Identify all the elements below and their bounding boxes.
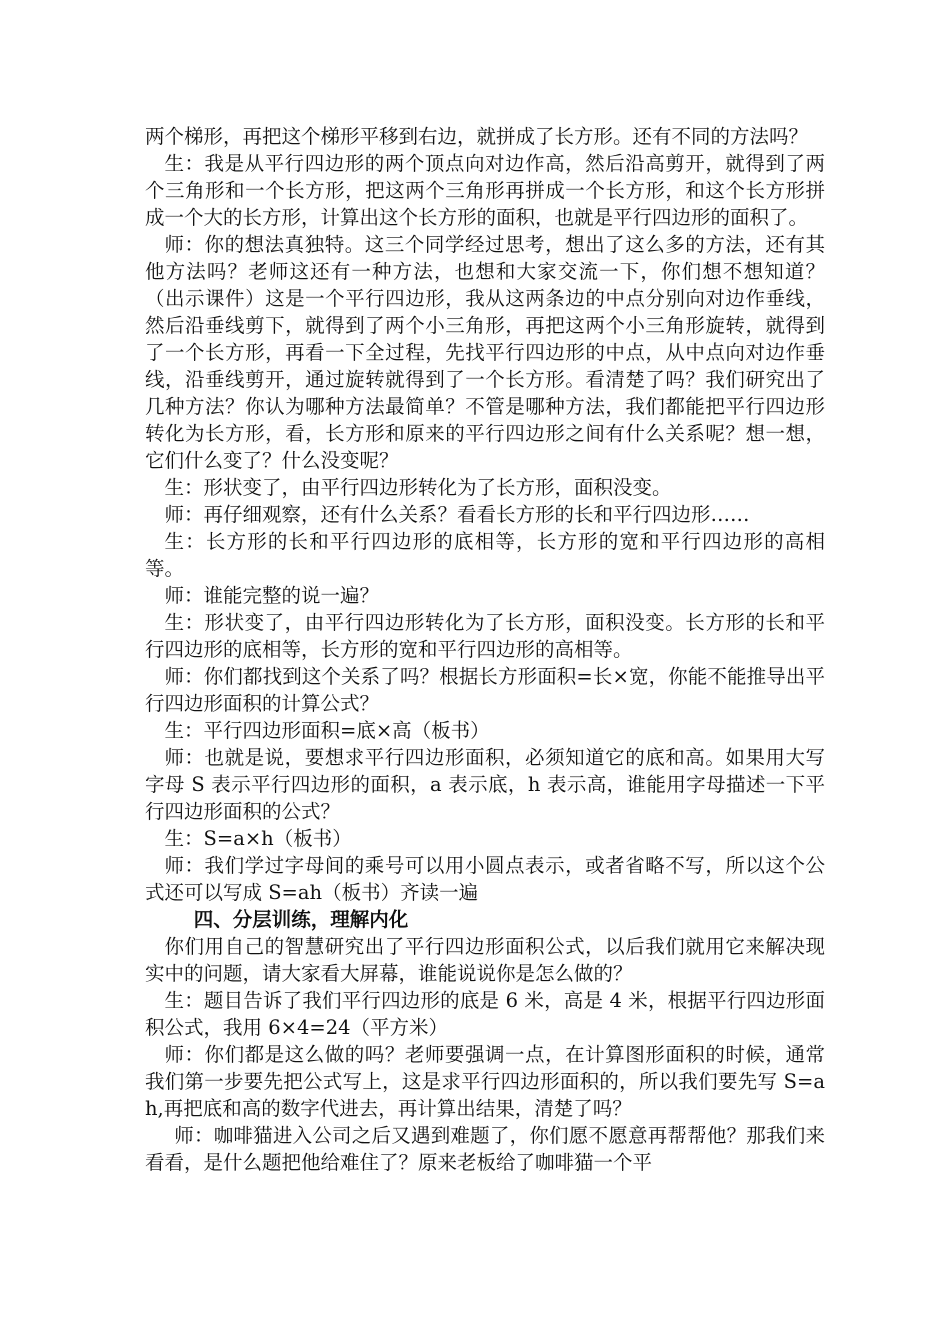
paragraph: 你们用自己的智慧研究出了平行四边形面积公式，以后我们就用它来解决现实中的问题，请大家看大屏幕，谁能说说你是怎么做的？: [145, 935, 825, 985]
paragraph: 两个梯形，再把这个梯形平移到右边，就拼成了长方形。还有不同的方法吗？: [145, 125, 809, 148]
paragraph: 师：再仔细观察，还有什么关系？看看长方形的长和平行四边形……: [164, 503, 750, 526]
paragraph: 生：我是从平行四边形的两个顶点向对边作高，然后沿高剪开，就得到了两个三角形和一个长方形，把这两个三角形再拼成一个长方形，和这个长方形拼成一个大的长方形，计算出这个长方形的面积，也就是平行四边形的面积了。: [145, 152, 825, 229]
paragraph: 生：形状变了，由平行四边形转化为了长方形，面积没变。长方形的长和平行四边形的底相等，长方形的宽和平行四边形的高相等。: [145, 611, 825, 661]
paragraph: 师：你们都是这么做的吗？老师要强调一点，在计算图形面积的时候，通常我们第一步要先把公式写上，这是求平行四边形面积的，所以我们要先写 S=ah,再把底和高的数字代进去，再计算出结果，清楚了吗？: [145, 1043, 825, 1120]
document-page: [145, 123, 825, 1176]
paragraph: 师：也就是说，要想求平行四边形面积，必须知道它的底和高。如果用大写字母 S 表示平行四边形的面积，a 表示底，h 表示高，谁能用字母描述一下平行四边形面积的公式？: [145, 746, 825, 823]
paragraph: 师：你的想法真独特。这三个同学经过思考，想出了这么多的方法，还有其他方法吗？老师这还有一种方法，也想和大家交流一下，你们想不想知道？（出示课件）这是一个平行四边形，我从这两条边的中点分别向对边作垂线，然后沿垂线剪下，就得到了两个小三角形，再把这两个小三角形旋转，就得到了一个长方形，再看一下全过程，先找平行四边形的中点，从中点向对边作垂线，沿垂线剪开，通过旋转就得到了一个长方形。看清楚了吗？我们研究出了几种方法？你认为哪种方法最简单？不管是哪种方法，我们都能把平行四边形转化为长方形，看，长方形和原来的平行四边形之间有什么关系呢？想一想，它们什么变了？什么没变呢？: [145, 233, 825, 472]
paragraph: 师：你们都找到这个关系了吗？根据长方形面积=长×宽，你能不能推导出平行四边形面积的计算公式？: [145, 665, 825, 715]
paragraph: 生：长方形的长和平行四边形的底相等，长方形的宽和平行四边形的高相等。: [145, 530, 825, 580]
paragraph: 师：咖啡猫进入公司之后又遇到难题了，你们愿不愿意再帮帮他？那我们来看看，是什么题把他给难住了？原来老板给了咖啡猫一个平: [145, 1124, 825, 1174]
paragraph: 生：题目告诉了我们平行四边形的底是 6 米，高是 4 米，根据平行四边形面积公式，我用 6×4=24（平方米）: [145, 989, 825, 1039]
paragraph: 生：平行四边形面积=底×高（板书）: [164, 719, 490, 742]
paragraph: 生：形状变了，由平行四边形转化为了长方形，面积没变。: [164, 476, 672, 499]
paragraph: 师：谁能完整的说一遍？: [164, 584, 380, 607]
section-heading: 四、分层训练，理解内化: [193, 908, 409, 931]
paragraph: 生：S=a×h（板书）: [164, 827, 352, 850]
paragraph: 师：我们学过字母间的乘号可以用小圆点表示，或者省略不写，所以这个公式还可以写成 S=ah（板书）齐读一遍: [145, 854, 825, 904]
